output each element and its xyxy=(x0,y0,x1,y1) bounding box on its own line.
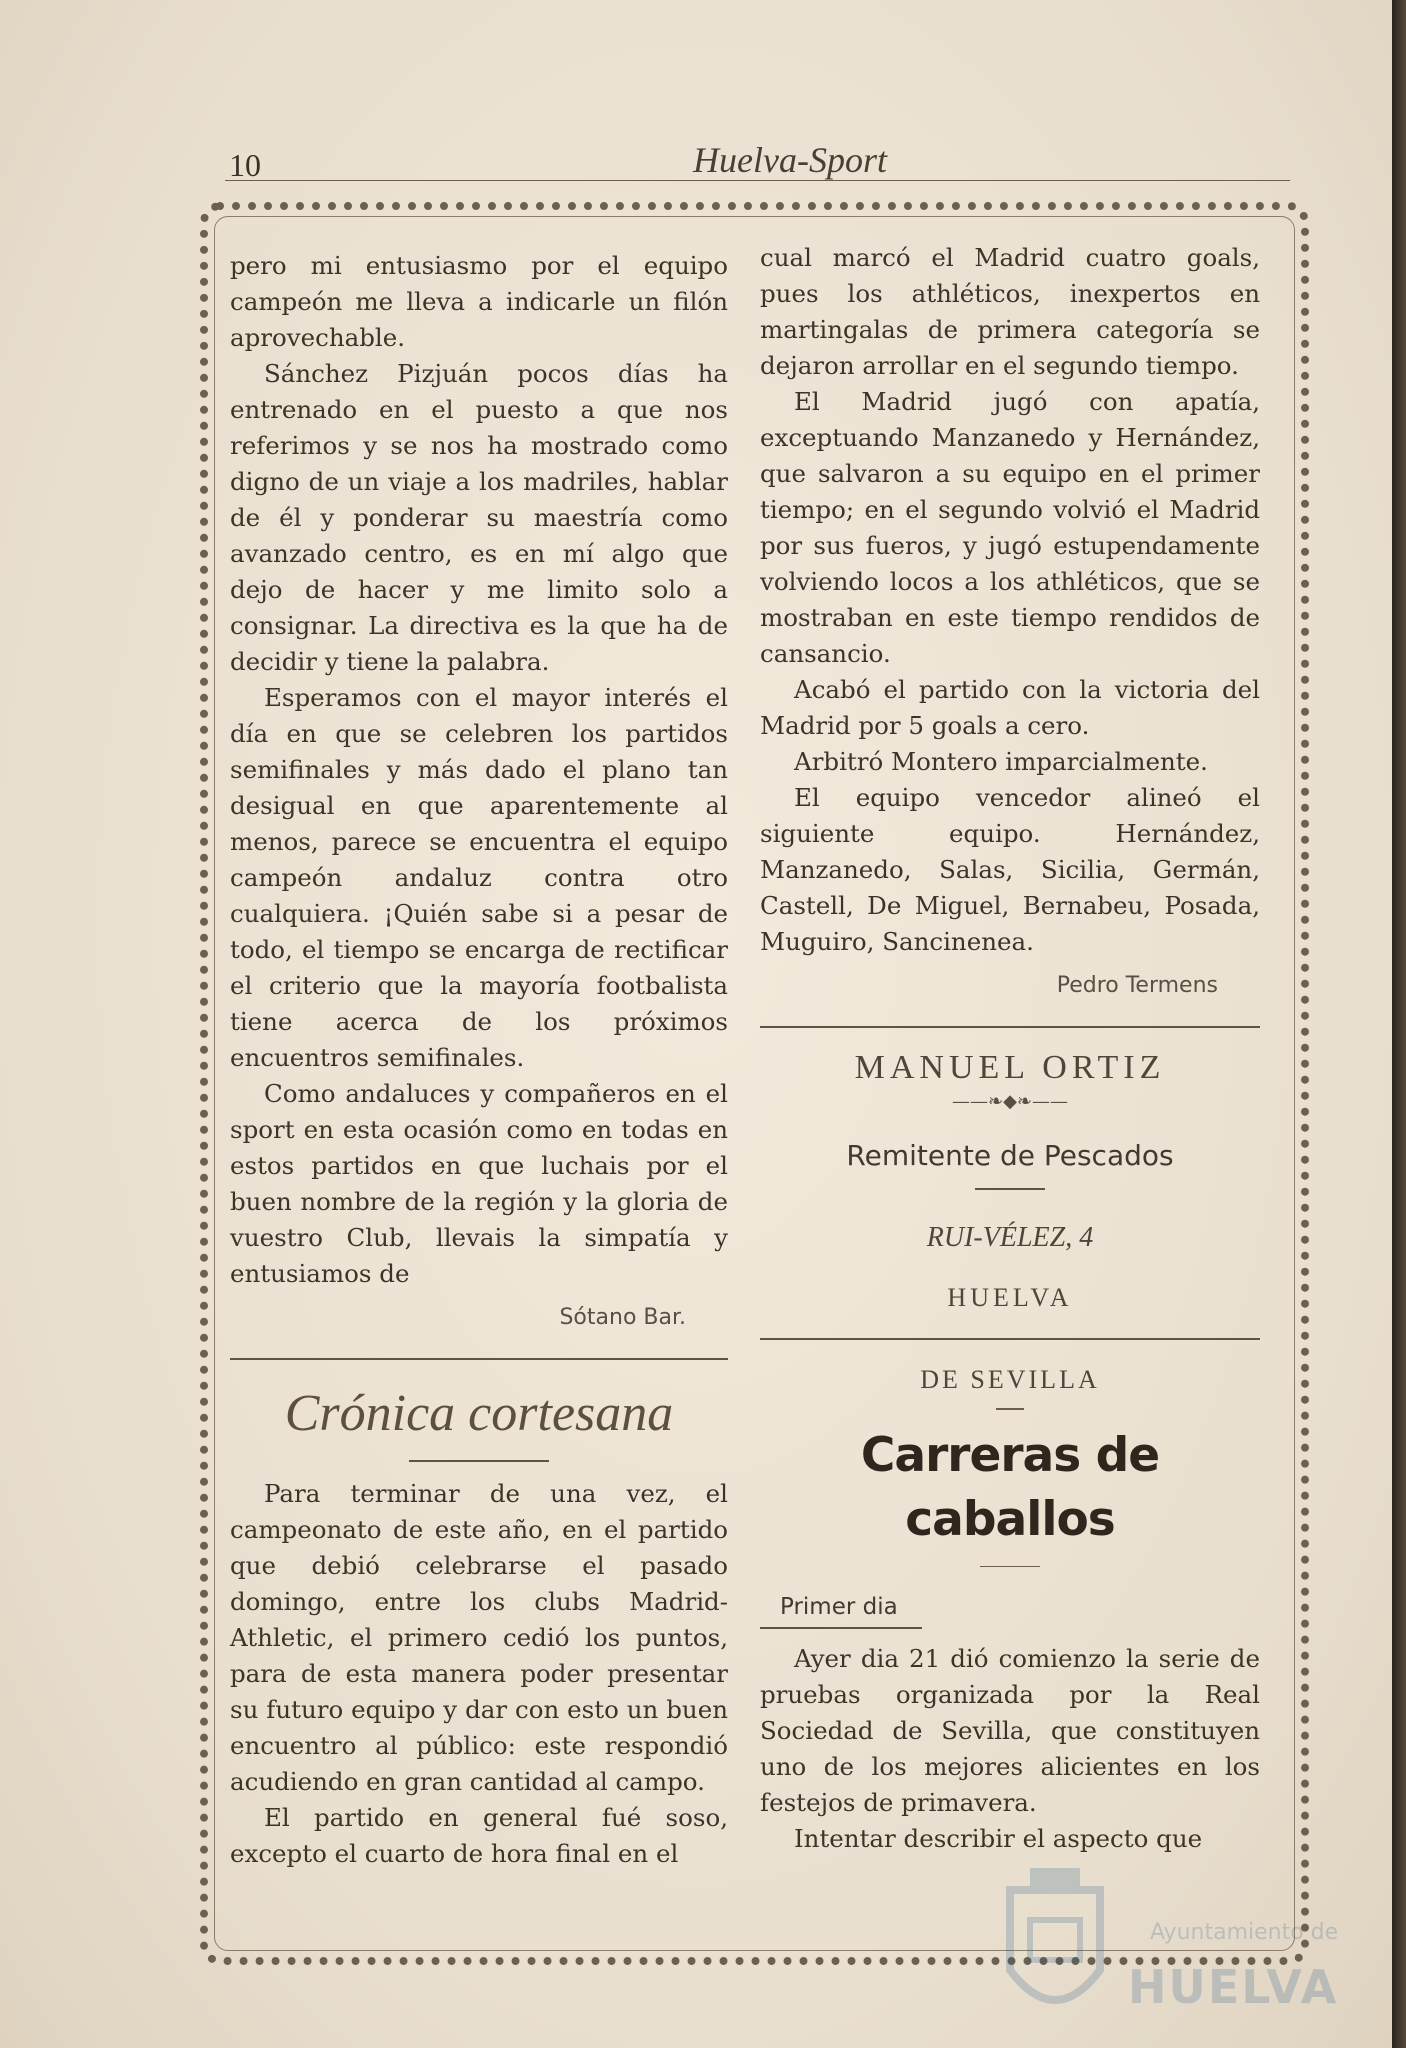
page-header xyxy=(225,135,1290,181)
magazine-title: Huelva-Sport xyxy=(693,140,887,180)
dateline-rule xyxy=(996,1408,1024,1410)
article-headline: Carreras de caballos xyxy=(860,1427,1160,1547)
section-divider xyxy=(230,1358,728,1360)
left-column xyxy=(230,248,728,1872)
article-paragraph: Para terminar de una vez, el campeonato de este año, en el partido que debió celebrarse el pasado domingo, entre los clubs Madrid-Athletic, el primero cedió los puntos, para de esta manera poder presentar su futuro equipo y dar con esto un buen encuentro al público: este respondió acudiendo en gran cantidad al campo. xyxy=(230,1479,728,1796)
article-paragraph: Sánchez Pizjuán pocos días ha entrenado en el puesto a que nos referimos y se nos ha mostrado como digno de un viaje a los madriles, hablar de él y ponderar su maestría como avanzado centro, es en mí algo que dejo de hacer y me limito solo a consignar. La directiva es la que ha de decidir y tiene la palabra. xyxy=(230,359,728,676)
ad-tagline: Remitente de Pescados xyxy=(846,1139,1174,1172)
dateline: DE SEVILLA xyxy=(920,1365,1100,1394)
section-divider xyxy=(760,1026,1260,1028)
article-subhead: Primer dia xyxy=(760,1589,922,1629)
archive-watermark xyxy=(990,1860,1390,2040)
article-paragraph: El partido en general fué soso, excepto el cuarto de hora final en el xyxy=(230,1803,728,1868)
article-signature: Sótano Bar. xyxy=(559,1305,686,1330)
article-paragraph: cual marcó el Madrid cuatro goals, pues los athléticos, inexpertos en martingalas de primera categoría se dejaron arrollar en el segundo tiempo. xyxy=(760,243,1260,380)
ad-city: HUELVA xyxy=(947,1283,1073,1312)
article-paragraph: Ayer dia 21 dió comienzo la serie de pruebas organizada por la Real Sociedad de Sevilla, que constituyen uno de los mejores alicientes en los festejos de primavera. xyxy=(760,1644,1260,1817)
article-paragraph: Acabó el partido con la victoria del Madrid por 5 goals a cero. xyxy=(760,675,1260,740)
ad-divider xyxy=(975,1188,1045,1190)
section-divider xyxy=(760,1338,1260,1340)
headline-rule xyxy=(980,1566,1040,1568)
watermark-text: HUELVA xyxy=(1128,1960,1339,2014)
article-paragraph: pero mi entusiasmo por el equipo campeón me lleva a indicarle un filón aprovechable. xyxy=(230,251,728,352)
ad-business-name: MANUEL ORTIZ xyxy=(854,1049,1166,1086)
section-title: Crónica cortesana xyxy=(284,1385,674,1442)
coat-of-arms-icon xyxy=(1000,1860,1110,2030)
article-paragraph: El equipo vencedor alineó el siguiente equipo. Hernández, Manzanedo, Salas, Sicilia, Germán, Castell, De Miguel, Bernabeu, Posada, Muguiro, Sancinenea. xyxy=(760,783,1260,956)
article-paragraph: Arbitró Montero imparcialmente. xyxy=(794,747,1208,776)
article-paragraph: Como andaluces y compañeros en el sport en esta ocasión como en todas en estos partidos en que luchais por el buen nombre de la región y la gloria de vuestro Club, llevais la simpatía y entusiamos de xyxy=(230,1079,728,1288)
article-signature: Pedro Termens xyxy=(1056,973,1218,998)
right-column xyxy=(760,240,1260,1857)
article-paragraph: El Madrid jugó con apatía, exceptuando Manzanedo y Hernández, que salvaron a su equipo en el primer tiempo; en el segundo volvió el Madrid por sus fueros, y jugó estupendamente volviendo locos a los athléticos, que se mostraban en este tiempo rendidos de cansancio. xyxy=(760,387,1260,668)
binding-edge xyxy=(1392,0,1406,2048)
page-number: 10 xyxy=(229,147,261,183)
ornament-icon: ——❧◆❧—— xyxy=(951,1091,1068,1112)
watermark-subtext: Ayuntamiento de xyxy=(1150,1920,1339,1945)
title-underline xyxy=(409,1460,549,1462)
ad-address: RUI-VÉLEZ, 4 xyxy=(926,1222,1094,1253)
advertisement xyxy=(760,1050,1260,1316)
article-paragraph: Esperamos con el mayor interés el día en que se celebren los partidos semifinales y más dado el plano tan desigual en que aparentemente al menos, parece se encuentra el equipo campeón andaluz contra otro cualquiera. ¡Quién sabe si a pesar de todo, el tiempo se encarga de rectificar el criterio que la mayoría footbalista tiene acerca de los próximos encuentros semifinales. xyxy=(230,683,728,1072)
article-paragraph: Intentar describir el aspecto que xyxy=(794,1824,1203,1853)
